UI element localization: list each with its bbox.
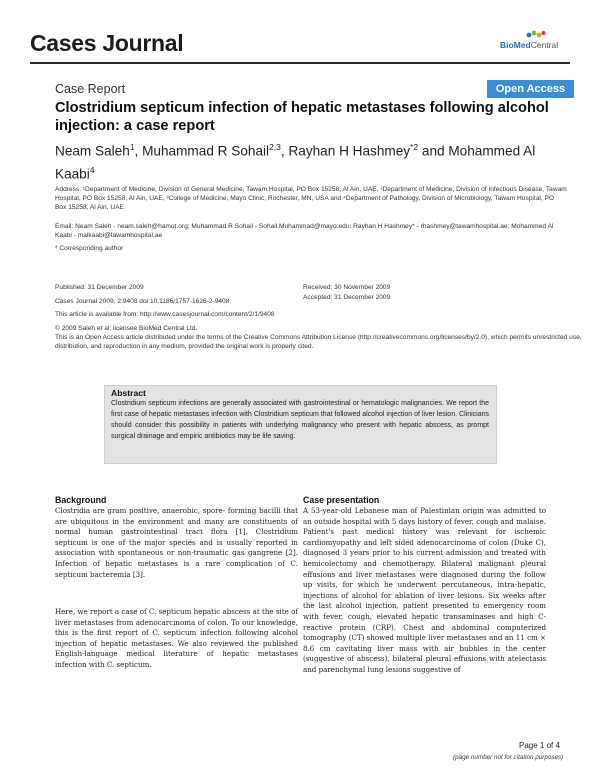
logo-dot-orange xyxy=(537,33,542,38)
publisher-main: BioMed xyxy=(500,40,531,50)
logo-dot-blue xyxy=(527,33,532,38)
background-paragraph-2: Here, we report a case of C. septicum hepatic abscess at the site of liver metastases from adenocarcinoma of colon. To our knowledge, this is the first report of C. septicum infection following alcohol injection of hepatic metastases. We also reviewed the published English-language medical literature of hepatic metastases infection with C. septicum. xyxy=(55,607,298,669)
author-affiliation: 1 xyxy=(129,142,135,152)
author-separator: , xyxy=(134,143,143,159)
published-date: Published: 31 December 2009 xyxy=(55,284,144,291)
citation-doi: Cases Journal 2009, 2:9408 doi:10.1186/1757-1626-2-9408 xyxy=(55,298,230,305)
logo-dot-green xyxy=(532,31,537,36)
case-presentation-text: A 53-year-old Lebanese man of Palestinian origin was admitted to an outside hospital with 5 days history of fever, cough and malaise. Patient's past medical history was relevant for ischemic cardiomyopathy and left sided adenocarcinoma of colon (Duke C), diagnosed 3 years prior to his current admission and treated with hemicolectomy and chemotherapy. Bilateral malignant pleural effusions and liver metastases were diagnosed during the follow up visits, for which he underwent percutaneous, intra-hepatic, injections of alcohol for ablation of liver lesions. Six weeks after the last alcohol injection, patient presented to emergency room with fever, cough, elevated hepatic transaminases and high C-reactive protein (CRP). Chest and abdominal computerized tomography (CT) showed multiple liver metastases and an 11 cm × 8.6 cm cavitating liver mass with air bubbles in the center (suggestive of abscess), bilateral pleural effusions with atelectasis and parenchymal lung lesions suggestive of xyxy=(303,506,546,674)
publisher-name xyxy=(500,40,558,50)
article-url[interactable]: This article is available from: http://www.casesjournal.com/content/2/1/9408 xyxy=(55,311,275,318)
corresponding-author-note: * Corresponding author xyxy=(55,245,124,252)
page-number-note: (page number not for citation purposes) xyxy=(453,754,564,761)
publisher-suffix: Central xyxy=(530,40,559,50)
author-affiliation: 4 xyxy=(89,164,95,175)
journal-title: Cases Journal xyxy=(30,30,184,56)
background-paragraph-1: Clostridia are gram positive, anaerobic, spore- forming bacilli that are ubiquitous in the environment and many are constituents of normal human gastrointestinal tract flora [1]. Clostridium septicum is one of the major species and is usually reported in association with spontaneous or non-traumatic gas gangrene [2]. Infection of hepatic metastases is a rare complication of C. septicum bacteremia [3]. xyxy=(55,506,298,579)
received-date: Received: 30 November 2009 xyxy=(303,284,391,291)
biomed-dots-icon xyxy=(526,30,546,40)
author-name: Rayhan H Hashmey xyxy=(288,143,411,159)
author-name: Muhammad R Sohail xyxy=(142,143,270,159)
author-emails[interactable]: Email: Neam Saleh - neam.saleh@hamot.org; Muhammad R Sohail - Sohail.Muhammad@mayo.edu; Rayhan H Hashmey* - rhashmey@tawamhospital.ae; Mohammed Al Kaabi - malkaabi@tawamhospital.ae xyxy=(55,223,554,240)
author-name: Mohammed Al Kaabi xyxy=(55,143,536,182)
author-affiliation: 2,3 xyxy=(269,142,281,152)
author-name: Neam Saleh xyxy=(55,143,130,159)
page-number: Page 1 of 4 xyxy=(519,741,560,750)
article-title: Clostridium septicum infection of hepatic metastases following alcohol injection: a case report xyxy=(55,100,549,134)
accepted-date: Accepted: 31 December 2009 xyxy=(303,294,391,301)
header-divider xyxy=(30,62,570,64)
author-separator: and xyxy=(418,143,449,159)
author-list xyxy=(55,138,555,183)
abstract-text: Clostridium septicum infections are generally associated with gastrointestinal or hematologic malignancies. We report the first case of hepatic metastases infection with Clostridium septicum that followed alcohol injection of liver lesion. Clinicians should consider this possibility in patients with underlying malignancy who present with hepatic abscess, as prompt surgical drainage and empiric antibiotics may be life saving. xyxy=(111,400,489,440)
abstract-heading: Abstract xyxy=(111,388,146,398)
affiliation-address: Address: ¹Department of Medicine, Division of General Medicine, Tawam Hospital, PO Box 15258, Al Ain, UAE, ²Department of Medicine, Division of Infectious Disease, Tawam Hospital, PO Box 15258, Al Ain, UAE, ³College of Medicine, Mayo Clinic, Rochester, MN, USA and ⁴Department of Pathology, Division of Microbiology, Tawam Hospital, PO Box 15258, Al Ain, UAE xyxy=(55,186,567,212)
copyright-line: © 2009 Saleh et al; licensee BioMed Central Ltd. xyxy=(55,325,198,332)
background-heading: Background xyxy=(55,495,107,505)
logo-dot-red xyxy=(542,31,546,35)
author-separator: , xyxy=(280,143,289,159)
case-presentation-heading: Case presentation xyxy=(303,495,380,505)
open-access-badge[interactable]: Open Access xyxy=(487,80,574,98)
biomed-central-logo[interactable] xyxy=(500,30,570,52)
license-statement: This is an Open Access article distributed under the terms of the Creative Commons Attribution License (http://creativecommons.org/licenses/by/2.0), which permits unrestricted use, distribution, and reproduction in any medium, provided the original work is properly cited. xyxy=(55,334,582,351)
author-affiliation: *2 xyxy=(410,142,419,152)
article-type: Case Report xyxy=(55,82,126,96)
